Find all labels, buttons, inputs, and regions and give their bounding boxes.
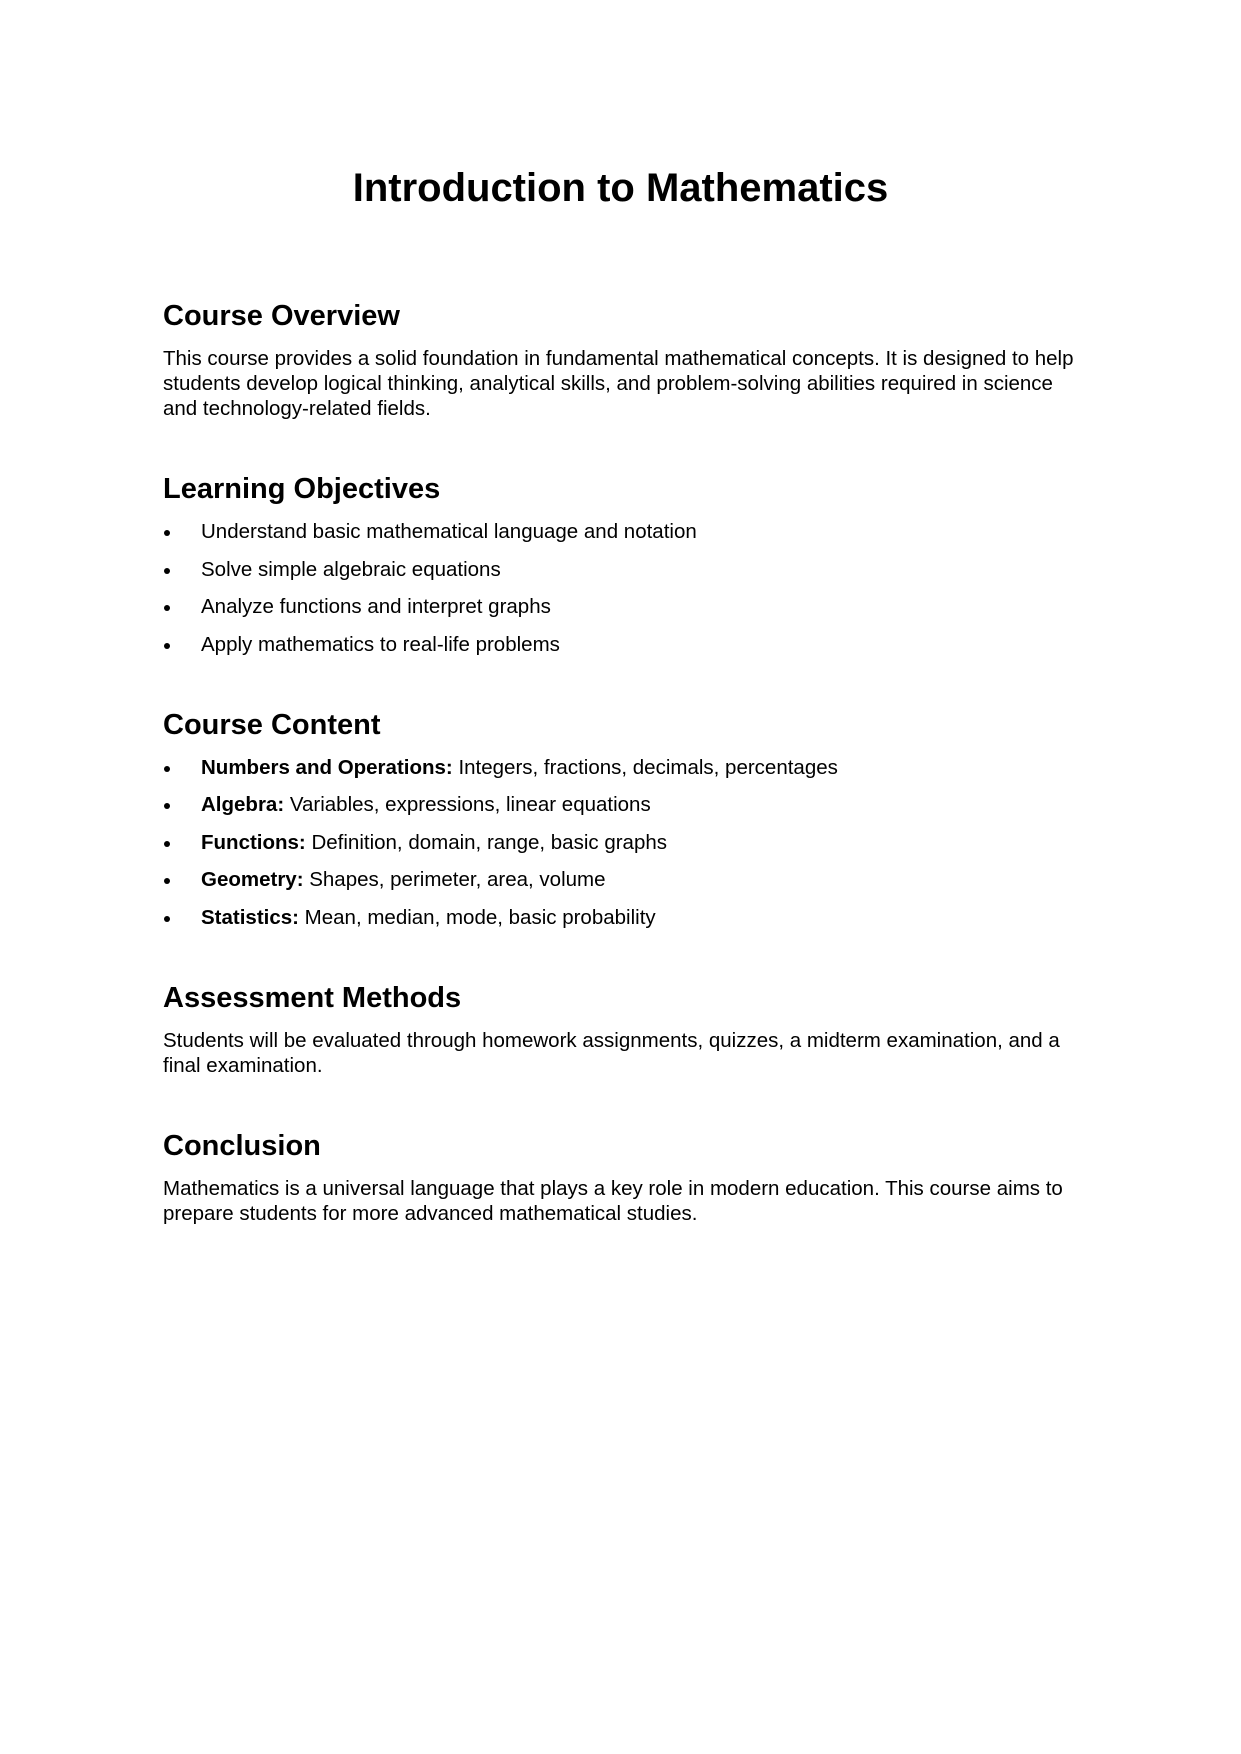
course-overview-section xyxy=(163,296,1078,421)
bullet-icon xyxy=(164,841,170,847)
list-item xyxy=(163,830,1078,855)
learning-objectives-section xyxy=(163,469,1078,657)
topic-description: Integers, fractions, decimals, percentages xyxy=(452,755,838,779)
list-item xyxy=(163,557,1078,582)
list-item-text: Apply mathematics to real-life problems xyxy=(201,632,560,656)
topic-description: Mean, median, mode, basic probability xyxy=(298,905,656,929)
list-item xyxy=(163,594,1078,619)
assessment-methods-text: Students will be evaluated through homework assignments, quizzes, a midterm examination, and a final examination. xyxy=(163,1028,1060,1077)
list-item xyxy=(163,867,1078,892)
conclusion-text: Mathematics is a universal language that plays a key role in modern education. This course aims to prepare students for more advanced mathematical studies. xyxy=(163,1176,1063,1225)
course-content-list xyxy=(163,755,1078,930)
bullet-icon xyxy=(164,878,170,884)
topic-term: Numbers and Operations: xyxy=(201,755,453,779)
topic-description: Variables, expressions, linear equations xyxy=(284,793,651,816)
course-content-heading: Course Content xyxy=(163,708,381,741)
bullet-icon xyxy=(164,766,170,772)
list-item xyxy=(163,792,1078,817)
list-item xyxy=(163,632,1078,657)
conclusion-section xyxy=(163,1126,1078,1226)
bullet-icon xyxy=(164,605,170,611)
learning-objectives-list xyxy=(163,519,1078,657)
learning-objectives-heading: Learning Objectives xyxy=(163,473,441,505)
list-item xyxy=(163,755,1078,780)
topic-term: Functions: xyxy=(201,830,306,854)
list-item xyxy=(163,905,1078,930)
list-item-text: Understand basic mathematical language and notation xyxy=(201,520,697,543)
course-overview-text: This course provides a solid foundation in fundamental mathematical concepts. It is designed to help students develop logical thinking, analytical skills, and problem-solving abilities required in science and technology-related fields. xyxy=(163,347,1074,420)
conclusion-heading: Conclusion xyxy=(163,1129,321,1162)
bullet-icon xyxy=(164,643,170,649)
topic-term: Algebra: xyxy=(201,793,285,816)
list-item xyxy=(163,519,1078,544)
bullet-icon xyxy=(164,916,170,922)
list-item-text: Solve simple algebraic equations xyxy=(201,557,501,581)
bullet-icon xyxy=(164,568,170,574)
assessment-methods-section xyxy=(163,978,1078,1078)
list-item-text: Analyze functions and interpret graphs xyxy=(201,595,551,618)
document-title: Introduction to Mathematics xyxy=(352,166,889,210)
topic-term: Statistics: xyxy=(201,905,299,929)
course-overview-heading: Course Overview xyxy=(163,300,400,332)
bullet-icon xyxy=(164,803,170,809)
topic-description: Shapes, perimeter, area, volume xyxy=(303,868,606,891)
course-content-section xyxy=(163,705,1078,930)
topic-term: Geometry: xyxy=(201,868,304,891)
assessment-methods-heading: Assessment Methods xyxy=(163,981,462,1014)
bullet-icon xyxy=(164,530,170,536)
topic-description: Definition, domain, range, basic graphs xyxy=(305,830,667,854)
